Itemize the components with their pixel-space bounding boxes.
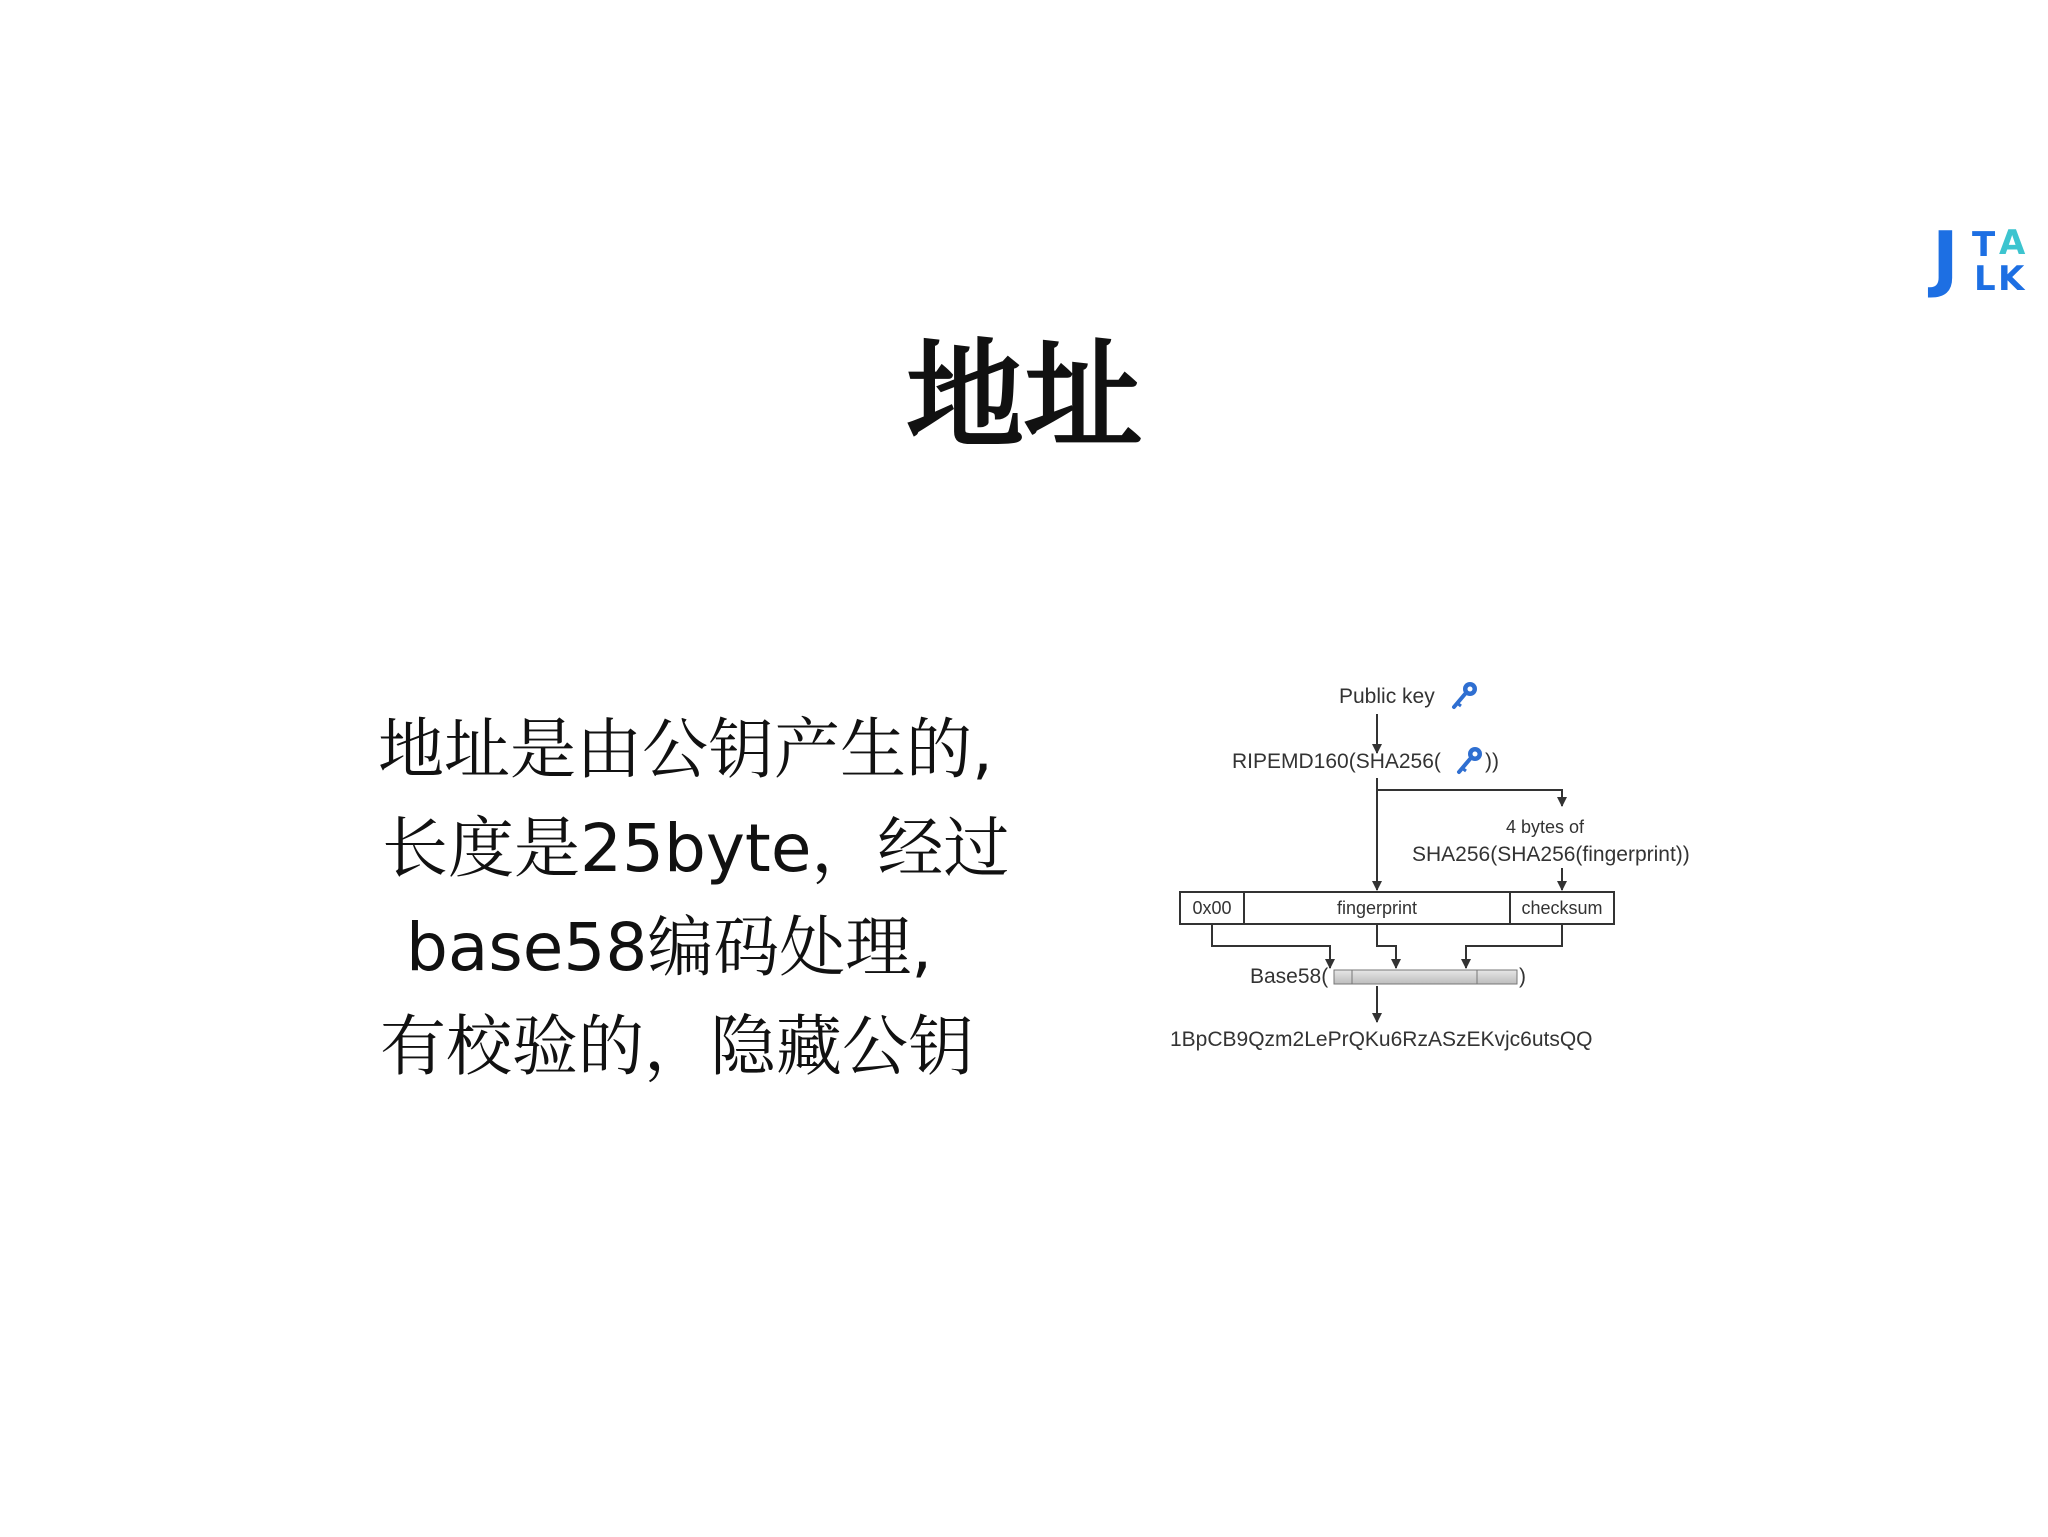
base58-input-bar xyxy=(1334,970,1517,984)
checksum-note-line1: 4 bytes of xyxy=(1506,817,1585,837)
logo-letter-l: L xyxy=(1974,259,1996,299)
ripemd-label: RIPEMD160(SHA256( xyxy=(1232,750,1441,773)
address-derivation-diagram xyxy=(1150,650,1750,1080)
body-text xyxy=(378,700,1018,1096)
checksum-label: checksum xyxy=(1521,898,1603,918)
jtalk-logo xyxy=(1932,216,2027,300)
ripemd-label-suffix: )) xyxy=(1485,750,1499,773)
fingerprint-label: fingerprint xyxy=(1336,898,1418,918)
arrow xyxy=(1377,924,1396,968)
logo-letter-k: K xyxy=(1998,259,2025,299)
logo-letter-j: J xyxy=(1932,216,1959,300)
public-key-label: Public key xyxy=(1339,685,1435,708)
body-line: 地址是由公钥产生的, xyxy=(378,711,993,788)
arrow xyxy=(1212,924,1330,968)
body-line: base58编码处理, xyxy=(406,909,933,986)
body-line: 长度是25byte，经过 xyxy=(382,810,1010,887)
logo-letter-a: A xyxy=(1999,223,2026,263)
bitcoin-address: 1BpCB9Qzm2LePrQKu6RzASzEKvjc6utsQQ xyxy=(1170,1028,1593,1051)
version-label: 0x00 xyxy=(1192,898,1232,918)
base58-label: Base58( xyxy=(1250,965,1329,988)
checksum-note-line2: SHA256(SHA256(fingerprint)) xyxy=(1412,843,1690,866)
body-line: 有校验的，隐藏公钥 xyxy=(380,1008,974,1085)
key-icon xyxy=(1459,747,1482,772)
byte-layout xyxy=(1180,892,1614,924)
logo-letter-t: T xyxy=(1972,225,1996,265)
slide-title: 地址 xyxy=(905,327,1142,465)
arrow xyxy=(1466,924,1562,968)
key-icon xyxy=(1454,682,1477,707)
base58-close: ) xyxy=(1519,965,1526,988)
arrow xyxy=(1377,790,1562,806)
